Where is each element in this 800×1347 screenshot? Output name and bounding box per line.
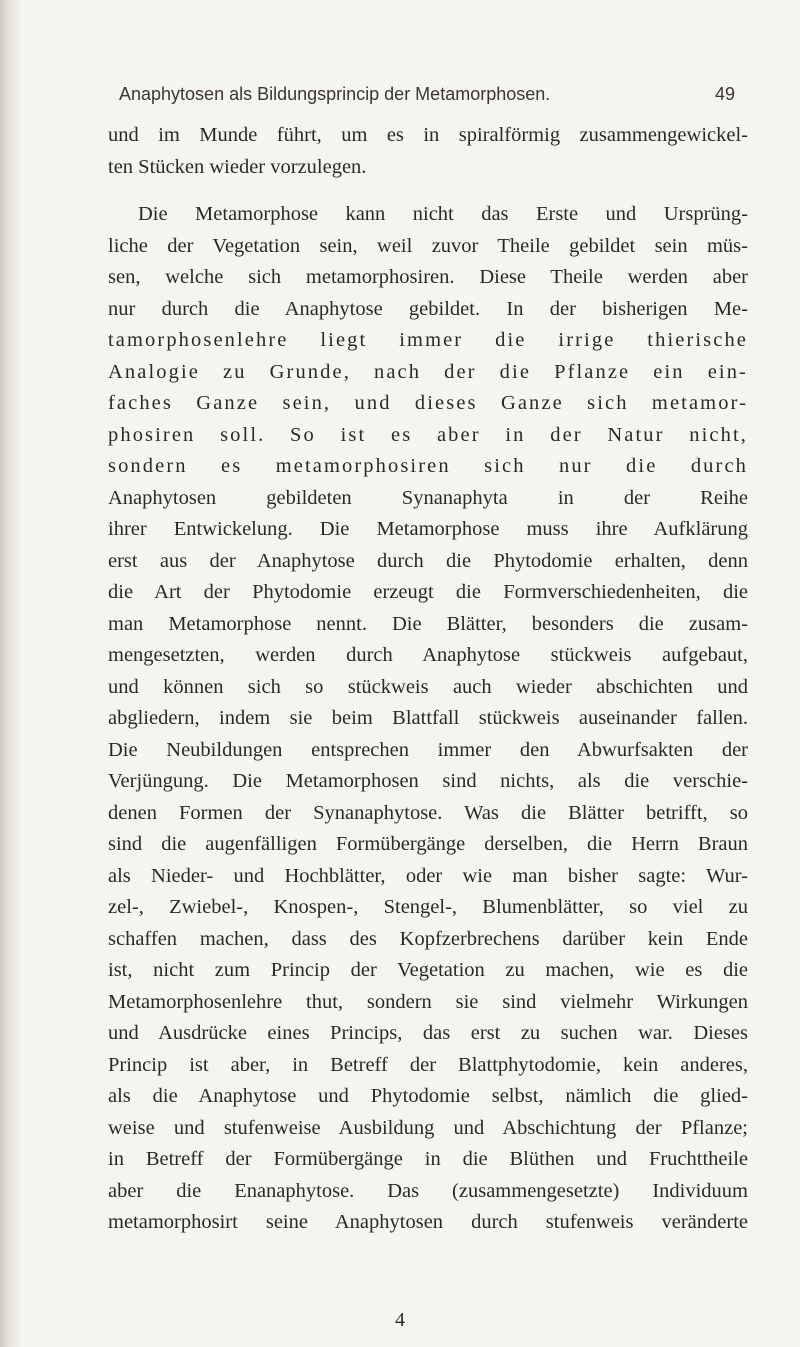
book-gutter-shadow [0, 0, 22, 1347]
running-header [119, 84, 735, 112]
text-line: sind die augenfälligen Formübergänge derselben, die Herrn Braun [108, 833, 748, 855]
text-line: denen Formen der Synanaphytose. Was die Blätter betrifft, so [108, 801, 748, 824]
text-line: ten Stücken wieder vorzulegen. [108, 155, 367, 178]
text-line: liche der Vegetation sein, weil zuvor Theile gebildet sein müs- [108, 234, 748, 257]
text-line: Verjüngung. Die Metamorphosen sind nichts, als die verschie- [108, 770, 748, 792]
running-title: Anaphytosen als Bildungsprincip der Metamorphosen. [119, 84, 551, 104]
text-line: ist, nicht zum Princip der Vegetation zu machen, wie es die [108, 959, 748, 981]
text-line: in Betreff der Formübergänge in die Blüthen und Fruchttheile [108, 1148, 748, 1170]
text-line-spaced: phosiren soll. So ist es aber in der Natur nicht, [108, 423, 748, 446]
text-line: abgliedern, indem sie beim Blattfall stückweis auseinander fallen. [108, 707, 748, 729]
text-line: als Nieder- und Hochblätter, oder wie man bisher sagte: Wur- [108, 864, 748, 887]
text-line-spaced: Analogie zu Grunde, nach der die Pflanze ein ein- [108, 360, 748, 383]
text-line: mengesetzten, werden durch Anaphytose stückweis aufgebaut, [108, 644, 748, 666]
text-line: Anaphytosen gebildeten Synanaphyta in der Reihe [108, 486, 748, 509]
text-line: und im Munde führt, um es in spiralförmig zusammengewickel- [108, 124, 748, 146]
text-line: die Art der Phytodomie erzeugt die Formverschiedenheiten, die [108, 581, 748, 603]
text-line: metamorphosirt seine Anaphytosen durch stufenweis veränderte [108, 1211, 748, 1233]
text-line: weise und stufenweise Ausbildung und Abschichtung der Pflanze; [108, 1116, 748, 1139]
text-line: ihrer Entwickelung. Die Metamorphose muss ihre Aufklärung [108, 518, 748, 540]
text-line-spaced: faches Ganze sein, und dieses Ganze sich metamor- [108, 392, 748, 414]
text-line: als die Anaphytose und Phytodomie selbst, nämlich die glied- [108, 1085, 748, 1107]
text-line: sen, welche sich metamorphosiren. Diese Theile werden aber [108, 266, 748, 288]
text-line: Die Metamorphose kann nicht das Erste und Ursprüng- [138, 203, 748, 225]
text-line: zel-, Zwiebel-, Knospen-, Stengel-, Blumenblätter, so viel zu [108, 896, 748, 918]
text-line: schaffen machen, dass des Kopfzerbrechens darüber kein Ende [108, 927, 748, 950]
paragraph-gap [108, 183, 748, 199]
text-line: Metamorphosenlehre thut, sondern sie sind vielmehr Wirkungen [108, 990, 748, 1013]
text-line-spaced: sondern es metamorphosiren sich nur die durch [108, 455, 748, 477]
signature-mark: 4 [395, 1309, 405, 1331]
text-line: Die Neubildungen entsprechen immer den Abwurfsakten der [108, 738, 748, 761]
text-line: und können sich so stückweis auch wieder abschichten und [108, 675, 748, 698]
page-number: 49 [714, 84, 735, 104]
body-text [108, 120, 748, 1239]
text-line: nur durch die Anaphytose gebildet. In der bisherigen Me- [108, 297, 748, 320]
text-line: und Ausdrücke eines Princips, das erst zu suchen war. Dieses [108, 1022, 748, 1044]
text-line: aber die Enanaphytose. Das (zusammengesetzte) Individuum [108, 1179, 748, 1202]
text-line: erst aus der Anaphytose durch die Phytodomie erhalten, denn [108, 549, 748, 572]
text-line: Princip ist aber, in Betreff der Blattphytodomie, kein anderes, [108, 1053, 748, 1076]
text-line: man Metamorphose nennt. Die Blätter, besonders die zusam- [108, 612, 748, 635]
text-line-spaced: tamorphosenlehre liegt immer die irrige thierische [108, 329, 748, 351]
